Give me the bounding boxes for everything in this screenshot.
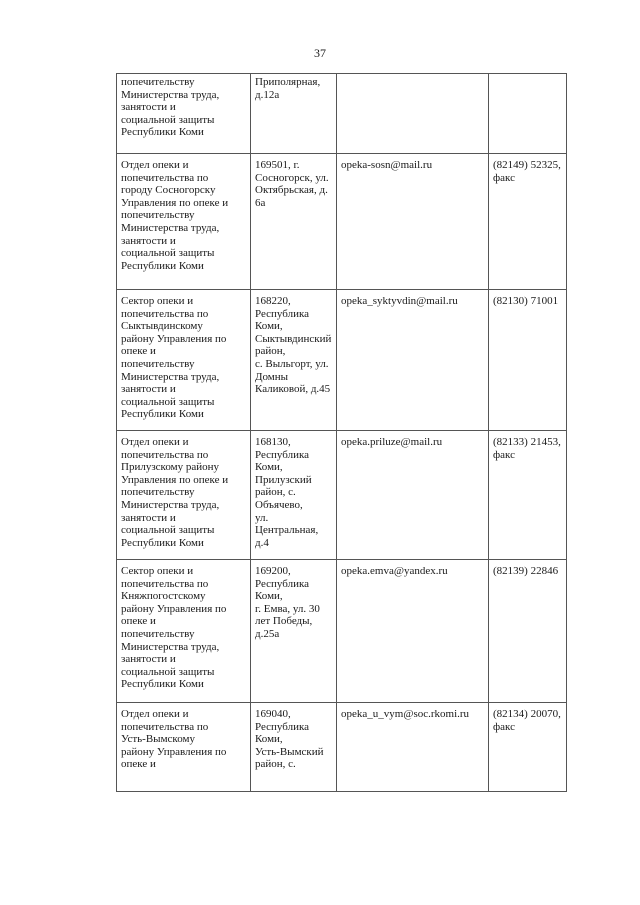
phone-cell	[489, 74, 567, 154]
org-name: Сектор опеки и попечительства по Сыктывдинскому району Управления по опеке и попечительству Министерства труда, занятости и социальной защиты Республики Коми	[121, 295, 227, 421]
email-cell	[337, 703, 489, 792]
email: opeka_syktyvdin@mail.ru	[341, 295, 458, 307]
phone-cell	[489, 703, 567, 792]
table-row	[117, 74, 567, 154]
phone-cell	[489, 290, 567, 431]
email-cell	[337, 154, 489, 290]
address: 168220, Республика Коми, Сыктывдинский район, с. Выльгорт, ул. Домны Каликовой, д.45	[255, 295, 332, 396]
address-cell	[251, 290, 337, 431]
phone-cell	[489, 431, 567, 560]
address-cell	[251, 431, 337, 560]
phone-cell	[489, 560, 567, 703]
address: Приполярная, д.12а	[255, 76, 321, 101]
phone: (82149) 52325, факс	[493, 159, 561, 184]
email: opeka.priluze@mail.ru	[341, 436, 443, 448]
address-cell	[251, 74, 337, 154]
address: 169040, Республика Коми, Усть-Вымский район, с.	[255, 708, 324, 771]
org-cell	[117, 431, 251, 560]
org-name: Сектор опеки и попечительства по Княжпогостскому району Управления по опеке и попечительству Министерства труда, занятости и социальной защиты Республики Коми	[121, 565, 227, 691]
table-row	[117, 290, 567, 431]
org-name: Отдел опеки и попечительства по Усть-Вымскому району Управления по опеке и	[121, 708, 227, 771]
table-row	[117, 703, 567, 792]
email-cell	[337, 290, 489, 431]
phone: (82139) 22846	[493, 565, 559, 577]
org-cell	[117, 154, 251, 290]
email: opeka-sosn@mail.ru	[341, 159, 433, 171]
address-cell	[251, 560, 337, 703]
email: opeka.emva@yandex.ru	[341, 565, 448, 577]
phone: (82130) 71001	[493, 295, 559, 307]
address-cell	[251, 703, 337, 792]
org-name: Отдел опеки и попечительства по городу Сосногорску Управления по опеке и попечительству Министерства труда, занятости и социальной защиты Республики Коми	[121, 159, 229, 272]
org-cell	[117, 74, 251, 154]
table-row	[117, 431, 567, 560]
org-name: попечительству Министерства труда, занятости и социальной защиты Республики Коми	[121, 76, 220, 139]
phone-cell	[489, 154, 567, 290]
email: opeka_u_vym@soc.rkomi.ru	[341, 708, 470, 720]
email-cell	[337, 560, 489, 703]
org-name: Отдел опеки и попечительства по Прилузскому району Управления по опеке и попечительству Министерства труда, занятости и социальной защиты Республики Коми	[121, 436, 229, 549]
org-cell	[117, 560, 251, 703]
phone: (82134) 20070, факс	[493, 708, 561, 733]
address: 168130, Республика Коми, Прилузский район, с. Объячево, ул. Центральная, д.4	[255, 436, 319, 549]
guardianship-contacts-table	[116, 73, 567, 792]
address: 169200, Республика Коми, г. Емва, ул. 30 лет Победы, д.25а	[255, 565, 320, 640]
phone: (82133) 21453, факс	[493, 436, 561, 461]
table-row	[117, 154, 567, 290]
address: 169501, г. Сосногорск, ул. Октябрьская, д. 6а	[255, 159, 329, 209]
email-cell	[337, 431, 489, 560]
org-cell	[117, 290, 251, 431]
email-cell	[337, 74, 489, 154]
table-row	[117, 560, 567, 703]
org-cell	[117, 703, 251, 792]
address-cell	[251, 154, 337, 290]
page-number: 37	[314, 46, 326, 60]
